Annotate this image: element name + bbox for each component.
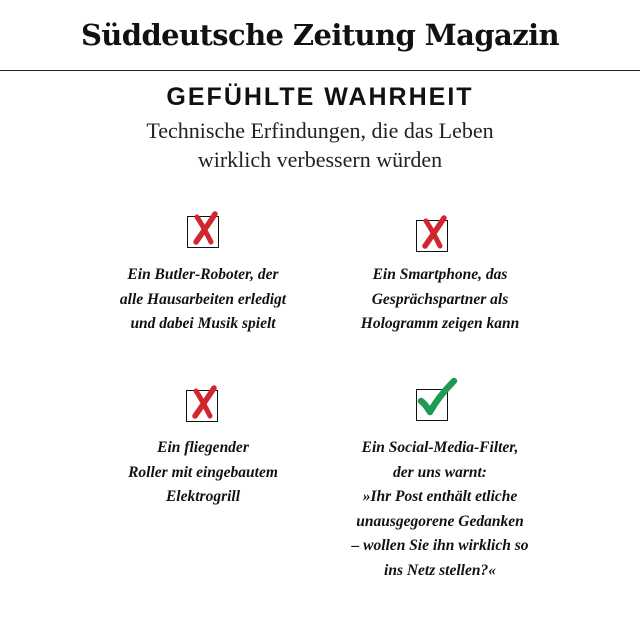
invention-caption [325, 263, 555, 337]
masthead-divider [0, 70, 640, 71]
masthead-logo: Süddeutsche Zeitung Magazin [80, 18, 560, 52]
caption-line: Ein Butler-Roboter, der [127, 266, 279, 283]
masthead [0, 0, 640, 70]
caption-line: ins Netz stellen?« [384, 561, 496, 579]
caption-line: Hologramm zeigen kann [360, 315, 520, 332]
caption-line: Ein Social-Media-Filter, [361, 439, 519, 456]
headline-kicker: GEFÜHLTE WAHRHEIT [166, 83, 474, 111]
subtitle-line: wirklich verbessern würden [197, 147, 443, 172]
invention-caption [88, 263, 318, 337]
checkbox [416, 220, 448, 252]
caption-line: unausgegorene Gedanken [356, 512, 524, 530]
invention-caption [88, 436, 318, 510]
checkbox [416, 389, 448, 421]
caption-line: der uns warnt: [393, 463, 487, 481]
subtitle-line: Technische Erfindungen, die das Leben [146, 118, 494, 143]
caption-line: Gesprächspartner als [371, 290, 509, 308]
caption-line: Ein Smartphone, das [372, 266, 508, 283]
caption-line: und dabei Musik spielt [130, 315, 276, 332]
caption-line: »Ihr Post enthält etliche [362, 488, 518, 505]
cross-mark-icon [184, 382, 224, 424]
caption-line: – wollen Sie ihn wirklich so [351, 537, 529, 554]
caption-line: Elektrogrill [165, 488, 241, 505]
checkbox [187, 216, 219, 248]
checkbox [186, 390, 218, 422]
caption-line: Ein fliegender [157, 439, 249, 456]
caption-line: Roller mit eingebautem [128, 463, 278, 481]
headline-subtitle [0, 116, 640, 174]
check-mark-icon [414, 381, 454, 423]
cross-mark-icon [414, 212, 454, 254]
invention-caption [325, 436, 555, 583]
caption-line: alle Hausarbeiten erledigt [119, 290, 287, 308]
cross-mark-icon [185, 208, 225, 250]
